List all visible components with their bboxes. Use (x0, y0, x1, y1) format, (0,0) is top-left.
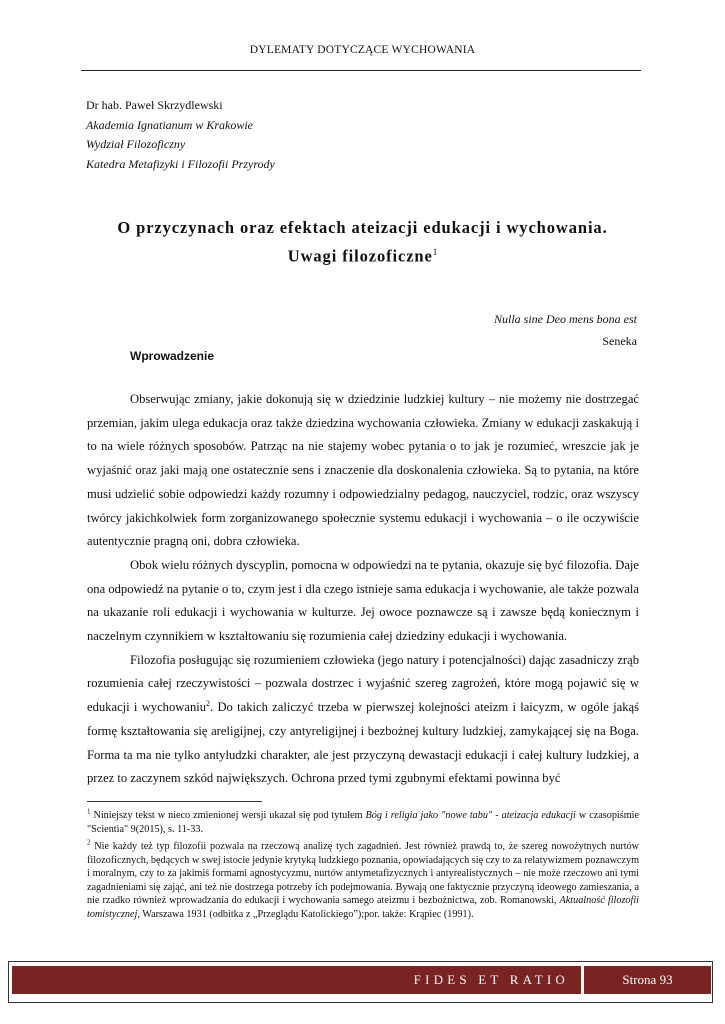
paragraph-1: Obserwując zmiany, jakie dokonują się w dziedzinie ludzkiej kultury – nie możemy nie dostrzegać przemian, jakim ulega edukacja oraz także dziedzina wychowania człowieka. Zmiany w edukacji zaskakują i to na wiele różnych sposobów. Patrząc na nie stajemy wobec pytania o to jak je rozumieć, wreszcie jak je wyjaśnić oraz jaki mają one ostatecznie sens i znaczenie dla doskonalenia człowieka. Są to pytania, na które musi udzielić sobie odpowiedzi każdy rozumny i odpowiedzialny pedagog, nauczyciel, rodzic, oraz wszyscy twórcy jakichkolwiek form zorganizowanego społecznie systemu edukacji i wychowania – o ile oczywiście autentycznie pragną oni, dobra człowieka. (87, 392, 639, 549)
title-line-2 (60, 240, 665, 269)
title-footnote-mark[interactable]: 1 (432, 247, 438, 257)
footnotes (87, 809, 639, 925)
footnote-2-text-b: , Warszawa 1931 (odbitka z „Przeglądu Katolickiego”);por. także: Krąpiec (1991). (137, 908, 474, 920)
running-header: DYLEMATY DOTYCZĄCE WYCHOWANIA (249, 44, 476, 56)
author-faculty: Wydział Filozoficzny (86, 137, 186, 151)
body-text (87, 388, 639, 791)
author-institution: Akademia Ignatianum w Krakowie (86, 117, 253, 132)
footer-motto: FIDES ET RATIO (413, 972, 569, 987)
epigraph-quote: Nulla sine Deo mens bona est (494, 312, 637, 326)
author-department: Katedra Metafizyki i Filozofii Przyrody (86, 156, 275, 171)
footer-band (12, 966, 581, 994)
footnote-1-text-a: Niniejszy tekst w nieco zmienionej wersji ukazał się pod tytułem (90, 810, 366, 821)
page-number: Strona 93 (584, 966, 711, 994)
footnote-ref-2[interactable]: 2 (206, 698, 211, 708)
footnote-1-title: Bóg i religia jako "nowe tabu" - ateizacja edukacji (365, 810, 576, 821)
header-rule (81, 70, 641, 71)
epigraph-source: Seneka (602, 334, 637, 348)
author-block (86, 96, 275, 174)
footnote-2-text-a: Nie każdy też typ filozofii pozwala na rzeczową analizę tych zagadnień. Jest również prawdą to, że szereg nowożytnych nurtów filozoficznych, będących w swej istocie jedynie krytyką ludzkiego poznania, opowiadających się czy to za relatywizmem poznawczym i moralnym, czy to za jakimiś formami agnostycyzmu, nurtów antymetafizycznych i antyrealistycznych – nie może rzeczowo ani tymi zagadnieniami się zająć, ani też nie dostrzega potrzeby ich podejmowania. Bywają one faktycznie przyczyną ideowego zamieszania, a nie rzadko również wprowadzania do edukacji i wychowania samego ateizmu i bezbożnictwa, zob. Romanowski, (87, 841, 639, 906)
footnote-2-title: Aktualność filozofii tomistycznej (87, 895, 639, 920)
title-line-1: O przyczynach oraz efektach ateizacji edukacji i wychowania. (117, 218, 608, 237)
footnote-2 (87, 840, 639, 921)
epigraph (494, 308, 637, 352)
footnote-1 (87, 809, 639, 836)
paragraph-3-part-1: Filozofia posługując się rozumieniem człowieka (jego natury i potencjalności) dając zasadniczy zrąb rozumienia całej rzeczywistości – pozwala dostrzec i wyjaśnić szereg zagrożeń, które mogą pojawić się w edukacji i wychowaniu (87, 652, 639, 715)
paragraph-3-part-2: . Do takich zaliczyć trzeba w pierwszej kolejności ateizm i laicyzm, w ogóle jakąś formę kształtowania się areligijnej, czy antyreligijnej i bezbożnej kultury ludzkiej, zamykającej się na Boga. Forma ta ma nie tylko antyludzki charakter, ale jest przyczyną dewastacji edukacji i całej kultury ludzkiej, a przez to zaczynem szkód największych. Ochrona przed tymi zgubnymi efektami powinna być (87, 700, 639, 786)
author-name: Dr hab. Paweł Skrzydlewski (86, 98, 223, 112)
footnote-1-text-b: w czasopiśmie "Scientia" 9(2015), s. 11-33. (87, 810, 639, 835)
footnote-separator (87, 801, 262, 802)
article-title (60, 216, 665, 269)
footnote-1-mark: 1 (87, 807, 91, 816)
paragraph-3 (87, 649, 639, 791)
title-line-2-text: Uwagi filozoficzne (287, 246, 433, 266)
paragraph-2: Obok wielu różnych dyscyplin, pomocna w odpowiedzi na te pytania, okazuje się być filozofia. Daje ona odpowiedź na pytanie o to, czym jest i dla czego istnieje sama edukacja i wychowanie, ale także pozwala na ukazanie roli edukacji i wychowania w kulturze. Jej owoce poznawcze są i zawsze będą koniecznym i naczelnym czynnikiem w kształtowaniu się rozumienia całej dziedziny edukacji i wychowania. (87, 557, 639, 644)
footnote-2-mark: 2 (87, 838, 91, 847)
section-heading: Wprowadzenie (130, 349, 215, 363)
